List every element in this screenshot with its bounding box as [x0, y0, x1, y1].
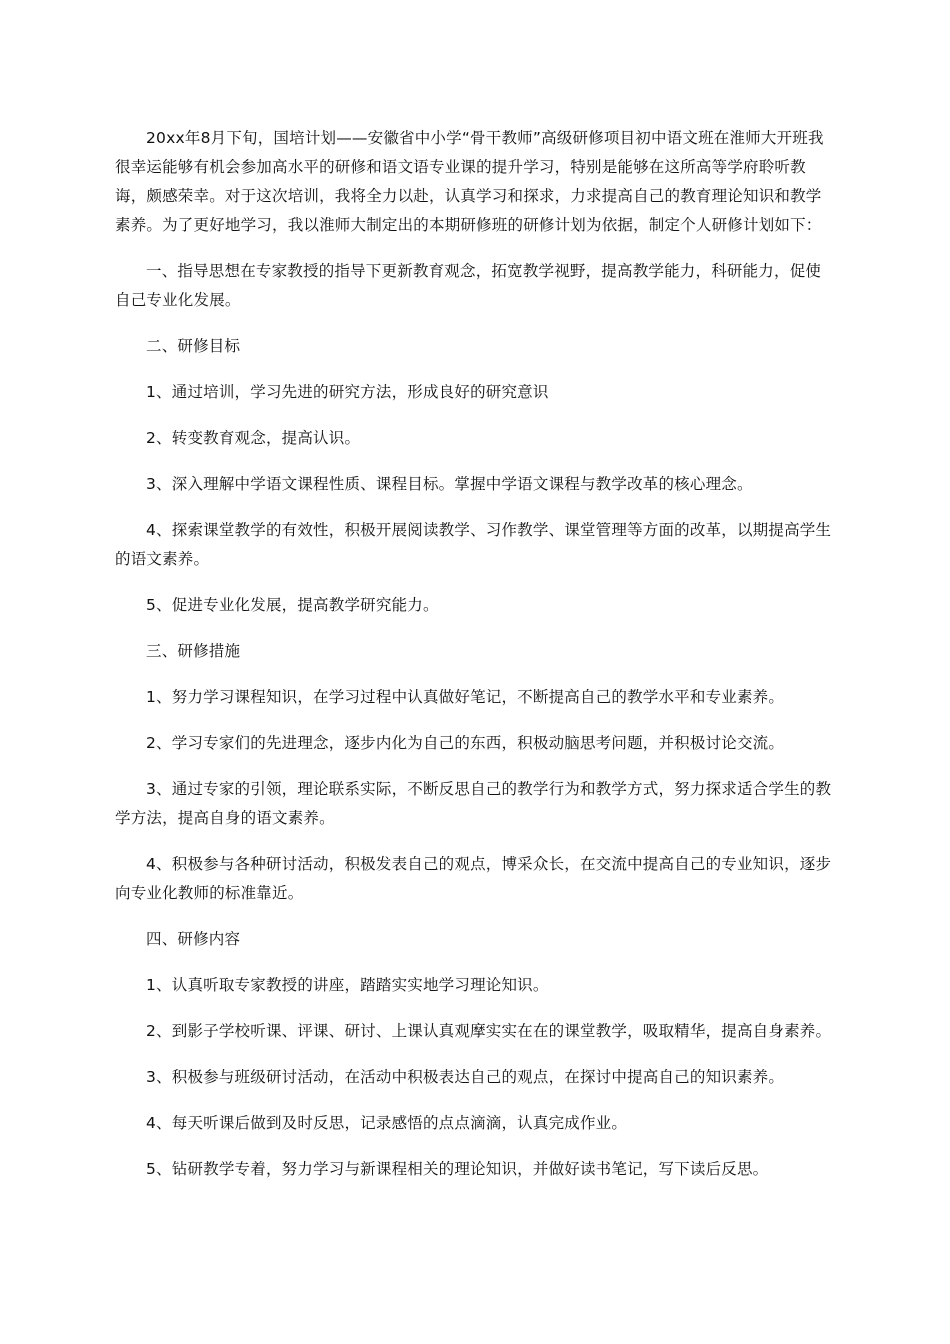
goal-item-4: 4、探索课堂教学的有效性，积极开展阅读教学、习作教学、课堂管理等方面的改革，以期提高学生的语文素养。 — [115, 521, 832, 568]
section-heading-goals: 二、研修目标 — [146, 337, 241, 355]
content-item-3: 3、积极参与班级研讨活动，在活动中积极表达自己的观点，在探讨中提高自己的知识素养。 — [146, 1068, 785, 1086]
content-item-1: 1、认真听取专家教授的讲座，踏踏实实地学习理论知识。 — [146, 976, 549, 994]
content-item-2: 2、到影子学校听课、评课、研讨、上课认真观摩实实在在的课堂教学，吸取精华，提高自身素养。 — [146, 1022, 832, 1040]
measure-item-3: 3、通过专家的引领，理论联系实际，不断反思自己的教学行为和教学方式，努力探求适合学生的教学方法，提高自身的语文素养。 — [115, 780, 832, 827]
measure-item-1: 1、努力学习课程知识，在学习过程中认真做好笔记，不断提高自己的教学水平和专业素养。 — [146, 688, 785, 706]
goal-item-2: 2、转变教育观念，提高认识。 — [146, 429, 361, 447]
document-body — [115, 124, 835, 1201]
content-item-5: 5、钻研教学专着，努力学习与新课程相关的理论知识，并做好读书笔记，写下读后反思。 — [146, 1160, 769, 1178]
section-heading-content: 四、研修内容 — [146, 930, 241, 948]
goal-item-3: 3、深入理解中学语文课程性质、课程目标。掌握中学语文课程与教学改革的核心理念。 — [146, 475, 753, 493]
section-heading-measures: 三、研修措施 — [146, 642, 241, 660]
section-guiding-ideology: 一、指导思想在专家教授的指导下更新教育观念，拓宽教学视野，提高教学能力，科研能力，促使自己专业化发展。 — [115, 262, 822, 309]
intro-paragraph: 20xx年8月下旬，国培计划——安徽省中小学“骨干教师”高级研修项目初中语文班在淮师大开班我很幸运能够有机会参加高水平的研修和语文语专业课的提升学习，特别是能够在这所高等学府聆听教诲，颇感荣幸。对于这次培训，我将全力以赴，认真学习和探求，力求提高自己的教育理论知识和教学素养。为了更好地学习，我以淮师大制定出的本期研修班的研修计划为依据，制定个人研修计划如下： — [115, 129, 824, 234]
goal-item-5: 5、促进专业化发展，提高教学研究能力。 — [146, 596, 439, 614]
goal-item-1: 1、通过培训，学习先进的研究方法，形成良好的研究意识 — [146, 383, 549, 401]
content-item-4: 4、每天听课后做到及时反思，记录感悟的点点滴滴，认真完成作业。 — [146, 1114, 628, 1132]
measure-item-2: 2、学习专家们的先进理念，逐步内化为自己的东西，积极动脑思考问题，并积极讨论交流。 — [146, 734, 785, 752]
measure-item-4: 4、积极参与各种研讨活动，积极发表自己的观点，博采众长，在交流中提高自己的专业知识，逐步向专业化教师的标准靠近。 — [115, 855, 832, 902]
